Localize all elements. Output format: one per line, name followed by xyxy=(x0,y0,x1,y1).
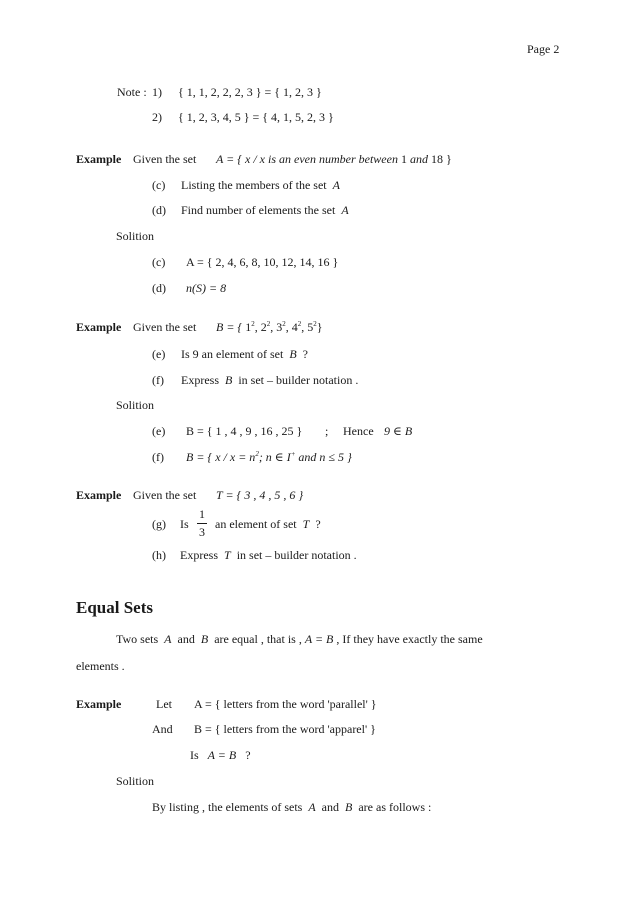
item-text: Listing the members of the set A xyxy=(181,178,340,192)
given-text: Given the set xyxy=(133,488,197,502)
item-label: (d) xyxy=(152,281,166,295)
note-number: 1) xyxy=(152,85,162,99)
item-label: (c) xyxy=(152,178,166,192)
note-label: Note : xyxy=(117,85,147,99)
item-text: Is xyxy=(180,517,189,531)
item-text: Express B in set – builder notation . xyxy=(181,373,359,387)
note-equation: { 1, 2, 3, 4, 5 } = { 4, 1, 5, 2, 3 } xyxy=(178,110,334,124)
item-label: (f) xyxy=(152,373,164,387)
given-text: Given the set xyxy=(133,320,197,334)
let-text: Let xyxy=(156,697,172,711)
solution-result: 9 ∈ B xyxy=(384,424,413,438)
set-definition: B = { $1^2$, $2^2$, $3^2$, $4^2$, $5^2$} xyxy=(216,320,323,334)
item-label: (e) xyxy=(152,347,166,361)
item-label: (c) xyxy=(152,255,166,269)
solution-label: Solition xyxy=(116,398,155,412)
page-number: Page 2 xyxy=(527,42,560,56)
item-text: an element of set T ? xyxy=(215,517,321,531)
solution-text: B = { $x / x = n^2$; n ∈ I+ and n ≤ 5 } xyxy=(186,450,352,464)
solution-text: B = { 1 , 4 , 9 , 16 , 25 } xyxy=(186,424,303,438)
question-text: Is A = B ? xyxy=(190,748,251,762)
fraction-numerator: 1 xyxy=(199,507,205,521)
solution-label: Solition xyxy=(116,229,155,243)
example-label: Example xyxy=(76,152,122,166)
and-text: And xyxy=(152,722,173,736)
item-text: Is 9 an element of set B ? xyxy=(181,347,308,361)
solution-text: A = { 2, 4, 6, 8, 10, 12, 14, 16 } xyxy=(186,255,339,269)
item-text: Find number of elements the set A xyxy=(181,203,349,217)
section-heading: Equal Sets xyxy=(76,598,153,617)
solution-text: n(S) = 8 xyxy=(186,281,227,295)
note-equation: { 1, 1, 2, 2, 2, 3 } = { 1, 2, 3 } xyxy=(178,85,322,99)
item-text: Express T in set – builder notation . xyxy=(180,548,357,562)
fraction xyxy=(196,508,208,539)
note-number: 2) xyxy=(152,110,162,124)
solution-text: Hence xyxy=(343,424,374,438)
set-definition: A = { x / x is an even number between 1 and 18 } xyxy=(216,152,452,166)
solution-text: By listing , the elements of sets A and B are as follows : xyxy=(152,800,432,814)
set-definition: B = { letters from the word 'apparel' } xyxy=(194,722,376,736)
set-definition: T = { 3 , 4 , 5 , 6 } xyxy=(216,488,304,502)
set-definition: A = { letters from the word 'parallel' } xyxy=(194,697,377,711)
definition-text: Two sets A and B are equal , that is , A = B , If they have exactly the same xyxy=(116,632,483,646)
example-label: Example xyxy=(76,697,122,711)
solution-label: Solition xyxy=(116,774,155,788)
item-label: (e) xyxy=(152,424,166,438)
item-label: (f) xyxy=(152,450,164,464)
example-label: Example xyxy=(76,488,122,502)
definition-text: elements . xyxy=(76,659,125,673)
example-label: Example xyxy=(76,320,122,334)
given-text: Given the set xyxy=(133,152,197,166)
item-label: (d) xyxy=(152,203,166,217)
item-label: (h) xyxy=(152,548,166,562)
separator: ; xyxy=(325,424,329,438)
item-label: (g) xyxy=(152,517,166,531)
fraction-denominator: 3 xyxy=(199,525,205,539)
